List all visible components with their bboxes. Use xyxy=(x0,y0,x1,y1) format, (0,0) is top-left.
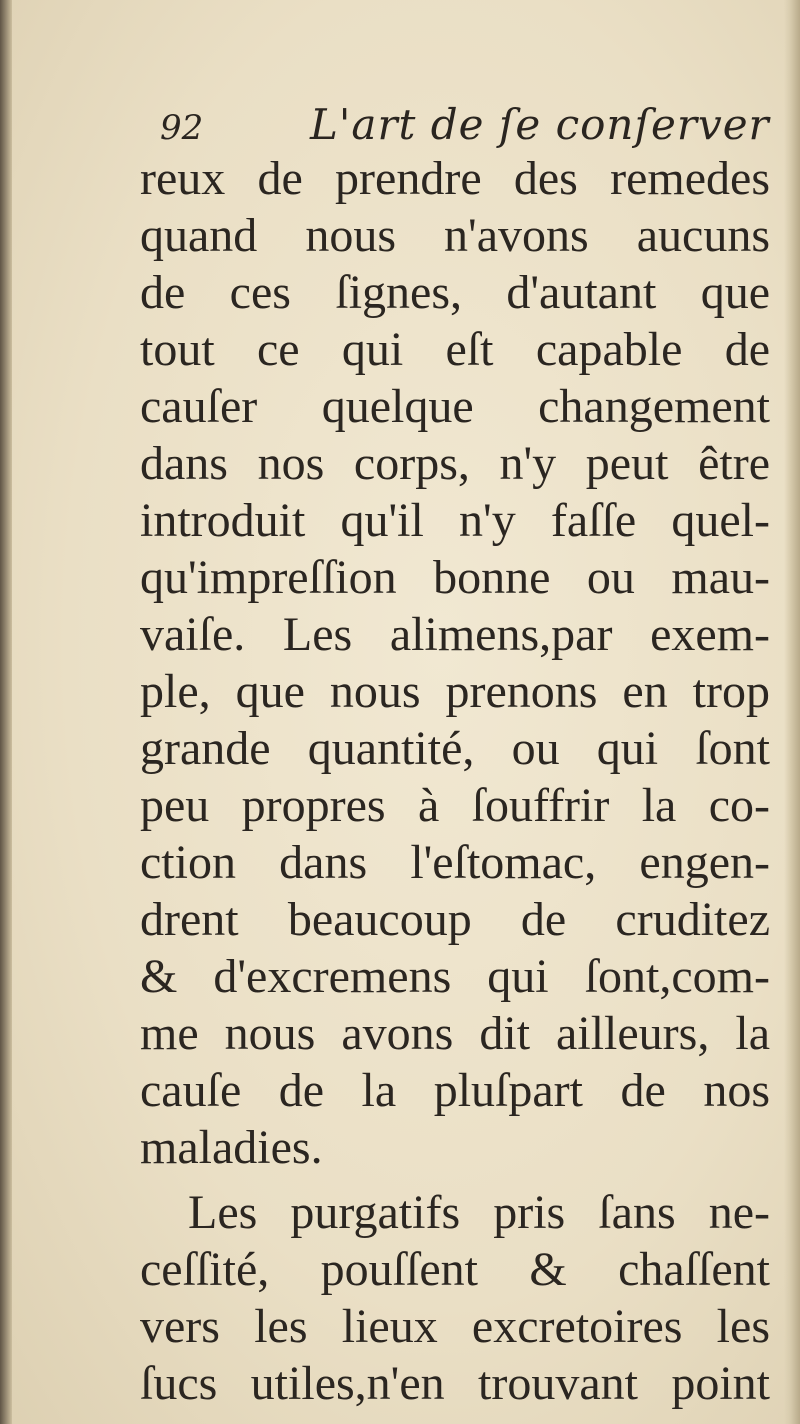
text-line: maladies. xyxy=(140,1121,323,1174)
text-line: cauſe de la pluſpart de nos xyxy=(140,1064,770,1117)
page-gutter-shadow xyxy=(0,0,12,1424)
paragraph xyxy=(140,1184,770,1412)
text-line: drent beaucoup de cruditez xyxy=(140,893,770,946)
text-line: ceſſité, pouſſent & chaſſent xyxy=(140,1243,770,1296)
text-line: peu propres à ſouffrir la co- xyxy=(140,779,770,832)
text-line: vaiſe. Les alimens,par exem- xyxy=(140,608,770,661)
text-line: dans nos corps, n'y peut être xyxy=(140,437,770,490)
text-line: ple, que nous prenons en trop xyxy=(140,665,770,718)
text-line: & d'excremens qui ſont,com- xyxy=(140,950,770,1003)
page-number: 92 xyxy=(160,108,204,148)
text-line: reux de prendre des remedes xyxy=(140,152,770,205)
text-line: tout ce qui eſt capable de xyxy=(140,323,770,376)
text-line: de ces ſignes, d'autant que xyxy=(140,266,770,319)
text-line: ſucs utiles,n'en trouvant point xyxy=(140,1357,770,1410)
paragraph xyxy=(140,150,770,1176)
running-title: L'art de ſe conſerver xyxy=(310,100,770,149)
text-line: Les purgatifs pris ſans ne- xyxy=(188,1186,770,1239)
text-line: ction dans l'eſtomac, engen- xyxy=(140,836,770,889)
text-line: introduit qu'il n'y faſſe quel- xyxy=(140,494,770,547)
text-line: vers les lieux excretoires les xyxy=(140,1300,770,1353)
text-line: qu'impreſſion bonne ou mau- xyxy=(140,551,770,604)
paragraph-gap xyxy=(140,1176,770,1184)
body-text xyxy=(140,150,770,1412)
text-line: cauſer quelque changement xyxy=(140,380,770,433)
page-edge xyxy=(784,0,800,1424)
text-line: grande quantité, ou qui ſont xyxy=(140,722,770,775)
text-line: me nous avons dit ailleurs, la xyxy=(140,1007,770,1060)
text-line: quand nous n'avons aucuns xyxy=(140,209,770,262)
